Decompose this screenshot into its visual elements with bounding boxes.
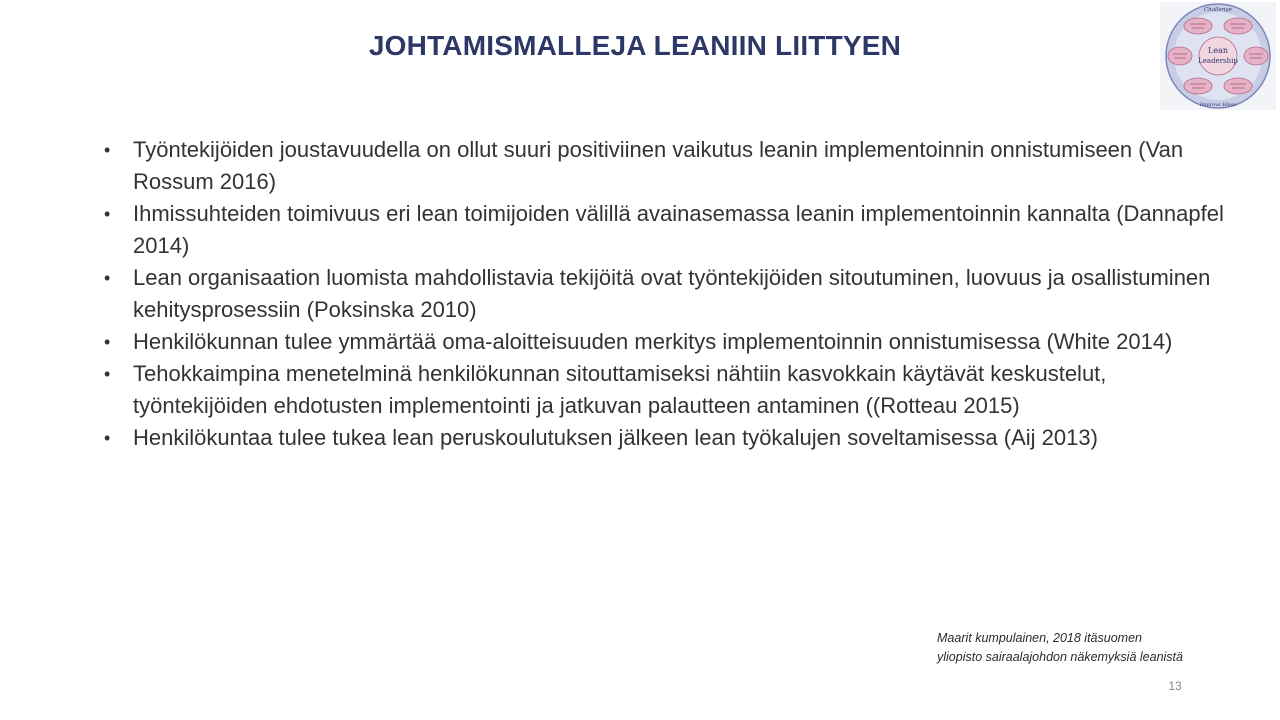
bullet-text: Tehokkaimpina menetelminä henkilökunnan sitouttamiseksi nähtiin kasvokkain käytävät keskustelut, työntekijöiden ehdotusten implementointi ja jatkuvan palautteen antaminen ((Rotteau 2015) [133,361,1107,418]
logo-center-text-2: Leadership [1198,57,1238,65]
bullet-marker: • [104,332,111,352]
citation-line: yliopisto sairaalajohdon näkemyksiä leanistä [937,650,1183,664]
logo-top-text: Challenge [1203,7,1233,13]
logo-center-text-1: Lean [1208,46,1228,55]
bullet-text: Ihmissuhteiden toimivuus eri lean toimijoiden välillä avainasemassa leanin implementoinnin kannalta (Dannapfel 2014) [133,201,1224,258]
bullet-marker: • [104,140,111,160]
bullet-item [98,262,1228,326]
bullet-text: Henkilökuntaa tulee tukea lean peruskoulutuksen jälkeen lean työkalujen soveltamisessa (Aij 2013) [133,425,1098,450]
bullet-item [98,134,1228,198]
bullet-item [98,358,1228,422]
bullet-marker: • [104,364,111,384]
source-citation [937,629,1257,667]
citation-line: Maarit kumpulainen, 2018 itäsuomen [937,631,1142,645]
lean-leadership-diagram-icon [1160,2,1276,110]
bullet-text: Lean organisaation luomista mahdollistavia tekijöitä ovat työntekijöiden sitoutuminen, luovuus ja osallistuminen kehitysprosessiin (Poksinska 2010) [133,265,1211,322]
bullet-marker: • [104,204,111,224]
bullet-item [98,326,1228,358]
bullet-list [98,134,1228,454]
page-number: 13 [1168,679,1182,693]
slide-title: JOHTAMISMALLEJA LEANIIN LIITTYEN [368,30,902,61]
bullet-text: Työntekijöiden joustavuudella on ollut suuri positiviinen vaikutus leanin implementoinnin onnistumiseen (Van Rossum 2016) [133,137,1184,194]
bullet-item [98,198,1228,262]
bullet-marker: • [104,268,111,288]
logo-bottom-text: Improve Ideas [1199,102,1237,108]
bullet-marker: • [104,428,111,448]
bullet-item [98,422,1228,454]
bullet-text: Henkilökunnan tulee ymmärtää oma-aloitteisuuden merkitys implementoinnin onnistumisessa (White 2014) [133,329,1173,354]
lean-leadership-logo [1160,2,1276,110]
